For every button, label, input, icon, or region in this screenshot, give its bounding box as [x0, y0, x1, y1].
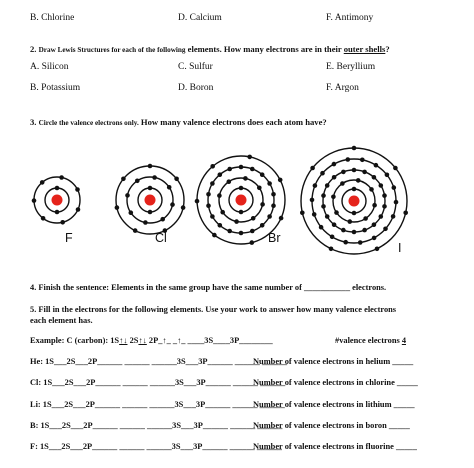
electron[interactable] — [129, 210, 134, 215]
electron[interactable] — [148, 186, 153, 191]
electron[interactable] — [341, 228, 346, 233]
electron[interactable] — [250, 240, 255, 245]
q2-underlined: outer shells — [343, 44, 386, 54]
lithium-configuration: Li: 1S___2S___2P______ ______ ______3S___3P______ ______ ______ — [30, 400, 285, 409]
electron[interactable] — [360, 158, 365, 163]
electron[interactable] — [372, 236, 377, 241]
electron[interactable] — [300, 211, 305, 216]
electron[interactable] — [76, 207, 81, 212]
electron[interactable] — [352, 168, 357, 173]
q2-prefix: Draw Lewis Structures for each of the following — [38, 46, 186, 54]
electron[interactable] — [375, 247, 380, 252]
electron[interactable] — [206, 192, 211, 197]
electron[interactable] — [362, 170, 367, 175]
electron[interactable] — [321, 193, 326, 198]
electron[interactable] — [218, 223, 223, 228]
electron[interactable] — [55, 210, 60, 215]
electron[interactable] — [332, 175, 337, 180]
electron[interactable] — [59, 175, 64, 180]
electron[interactable] — [394, 200, 399, 205]
electron[interactable] — [319, 225, 324, 230]
electron[interactable] — [352, 146, 357, 151]
electron[interactable] — [239, 186, 244, 191]
q3-rest: How many valence electrons does each atom have? — [140, 117, 327, 127]
atom-label-i: I — [398, 241, 402, 255]
chlorine-valence-question: Number of valence electrons in chlorine _____ — [253, 378, 418, 387]
electron[interactable] — [251, 216, 256, 221]
electron[interactable] — [341, 170, 346, 175]
electron[interactable] — [393, 166, 398, 171]
electron[interactable] — [55, 186, 60, 191]
electron[interactable] — [329, 247, 334, 252]
electron[interactable] — [148, 210, 153, 215]
example-2p-arrows: _↑_ _↑_ — [158, 336, 186, 345]
electron[interactable] — [239, 165, 244, 170]
electron[interactable] — [310, 198, 315, 203]
q2-option-d: D. Boron — [178, 83, 214, 93]
electron[interactable] — [227, 179, 232, 184]
atom-i-model — [300, 146, 408, 254]
atom-label-f: F — [65, 231, 73, 245]
electron[interactable] — [330, 235, 335, 240]
electron[interactable] — [41, 216, 46, 221]
atom-label-br: Br — [268, 231, 281, 245]
electron[interactable] — [313, 183, 318, 188]
electron[interactable] — [279, 216, 284, 221]
q3-number: 3. — [30, 117, 37, 127]
electron[interactable] — [332, 222, 337, 227]
atom-label-cl: Cl — [155, 231, 167, 245]
q1-option-b: B. Chlorine — [30, 13, 75, 23]
electron[interactable] — [340, 181, 345, 186]
electron[interactable] — [152, 175, 157, 180]
nucleus — [236, 195, 247, 206]
electron[interactable] — [362, 228, 367, 233]
q1-option-f: F. Antimony — [326, 13, 374, 23]
electron[interactable] — [374, 163, 379, 168]
electron[interactable] — [135, 179, 140, 184]
electron[interactable] — [348, 219, 353, 224]
q2-option-b: B. Potassium — [30, 83, 81, 93]
helium-valence-question: Number of valence electrons in helium _____ — [253, 357, 414, 366]
electron[interactable] — [320, 171, 325, 176]
electron[interactable] — [343, 240, 348, 245]
electron[interactable] — [174, 177, 179, 182]
electron[interactable] — [250, 229, 255, 234]
electron[interactable] — [392, 185, 397, 190]
electron[interactable] — [271, 192, 276, 197]
electron[interactable] — [352, 230, 357, 235]
atom-f-model — [32, 175, 81, 224]
electron[interactable] — [210, 164, 215, 169]
electron[interactable] — [250, 167, 255, 172]
electron[interactable] — [206, 203, 211, 208]
example-valence-label: #valence electrons — [335, 336, 400, 345]
electron[interactable] — [247, 155, 252, 160]
q2-option-e: E. Beryllium — [326, 62, 376, 72]
question-4-prompt: 4. Finish the sentence: Elements in the same group have the same number of ___________ electrons. — [30, 283, 387, 292]
electron[interactable] — [75, 187, 80, 192]
electron[interactable] — [115, 205, 120, 210]
example-2s-label: 2S — [127, 336, 139, 345]
electron[interactable] — [267, 181, 272, 186]
electron[interactable] — [220, 210, 225, 215]
example-valence-value: 4 — [401, 336, 407, 345]
electron[interactable] — [160, 217, 165, 222]
electron[interactable] — [32, 198, 37, 203]
example-rest: ____3S____3P________ — [185, 336, 273, 345]
electron[interactable] — [352, 187, 357, 192]
example-2p-label: 2P — [146, 336, 159, 345]
example-valence — [335, 336, 406, 345]
q3-prefix: Circle the valence electrons only. — [38, 119, 139, 127]
electron[interactable] — [372, 203, 377, 208]
electron[interactable] — [239, 210, 244, 215]
example-label: Example: C (carbon): 1S — [30, 336, 120, 345]
electron[interactable] — [372, 222, 377, 227]
electron[interactable] — [383, 227, 388, 232]
electron[interactable] — [167, 185, 172, 190]
electron[interactable] — [332, 162, 337, 167]
electron[interactable] — [271, 203, 276, 208]
electron[interactable] — [382, 204, 387, 209]
boron-valence-question: Number of valence electrons in boron _____ — [253, 421, 410, 430]
electron[interactable] — [358, 240, 363, 245]
electron[interactable] — [143, 220, 148, 225]
electron[interactable] — [379, 214, 384, 219]
electron[interactable] — [278, 178, 283, 183]
electron[interactable] — [331, 195, 336, 200]
electron[interactable] — [372, 175, 377, 180]
electron[interactable] — [382, 193, 387, 198]
nucleus — [145, 195, 156, 206]
electron[interactable] — [239, 231, 244, 236]
electron[interactable] — [243, 176, 248, 181]
example-row — [30, 336, 273, 345]
boron-configuration: B: 1S___2S___2P______ ______ ______3S___3P______ ______ ______ — [30, 421, 283, 430]
electron[interactable] — [195, 199, 200, 204]
electron[interactable] — [210, 214, 215, 219]
electron[interactable] — [325, 214, 330, 219]
electron[interactable] — [310, 166, 315, 171]
example-2s-arrows: ↑↓ — [138, 336, 147, 345]
electron[interactable] — [352, 211, 357, 216]
electron[interactable] — [148, 164, 153, 169]
fluorine-configuration: F: 1S___2S___2P______ ______ ______3S___3P______ ______ ______ — [30, 442, 282, 451]
electron[interactable] — [385, 173, 390, 178]
electron[interactable] — [346, 157, 351, 162]
electron[interactable] — [312, 212, 317, 217]
electron[interactable] — [267, 214, 272, 219]
nucleus — [349, 196, 360, 207]
electron[interactable] — [227, 167, 232, 172]
electron[interactable] — [212, 233, 217, 238]
electron[interactable] — [121, 177, 126, 182]
electron[interactable] — [363, 216, 368, 221]
electron[interactable] — [325, 183, 330, 188]
atom-cl-model — [115, 164, 186, 234]
q1-option-d: D. Calcium — [178, 13, 222, 23]
example-1s-arrows: ↑↓ — [119, 336, 128, 345]
fluorine-valence-question: Number of valence electrons in fluorine _____ — [253, 442, 417, 451]
chlorine-configuration: Cl: 1S___2S___2P______ ______ ______3S___3P______ ______ ______ — [30, 378, 286, 387]
q2-middle: elements. How many electrons are in their — [187, 44, 342, 54]
lithium-valence-question: Number of valence electrons in lithium _____ — [253, 400, 415, 409]
electron[interactable] — [260, 202, 265, 207]
q2-option-f: F. Argon — [326, 83, 359, 93]
q2-number: 2. — [30, 44, 37, 54]
electron[interactable] — [260, 223, 265, 228]
electron[interactable] — [40, 180, 45, 185]
question-5-line-1: 5. Fill in the electrons for the following elements. Use your work to answer how many valence electrons — [30, 305, 397, 314]
electron[interactable] — [379, 183, 384, 188]
electron[interactable] — [356, 178, 361, 183]
electron[interactable] — [334, 210, 339, 215]
q2-option-c: C. Sulfur — [178, 62, 213, 72]
electron[interactable] — [403, 211, 408, 216]
electron[interactable] — [257, 186, 262, 191]
electron[interactable] — [234, 219, 239, 224]
helium-configuration: He: 1S___2S___2P______ ______ ______3S___3P______ ______ ______ — [30, 357, 288, 366]
electron[interactable] — [170, 202, 175, 207]
electron[interactable] — [125, 193, 130, 198]
electron[interactable] — [260, 172, 265, 177]
q2-end: ? — [385, 44, 390, 54]
electron[interactable] — [321, 204, 326, 209]
electron[interactable] — [60, 220, 65, 225]
electron[interactable] — [217, 193, 222, 198]
question-5-line-2: each element has. — [30, 316, 93, 325]
electron[interactable] — [218, 172, 223, 177]
electron[interactable] — [210, 181, 215, 186]
electron[interactable] — [181, 205, 186, 210]
nucleus — [52, 195, 63, 206]
q2-option-a: A. Silicon — [30, 62, 69, 72]
electron[interactable] — [369, 187, 374, 192]
electron[interactable] — [227, 229, 232, 234]
electron[interactable] — [391, 214, 396, 219]
electron[interactable] — [133, 228, 138, 233]
